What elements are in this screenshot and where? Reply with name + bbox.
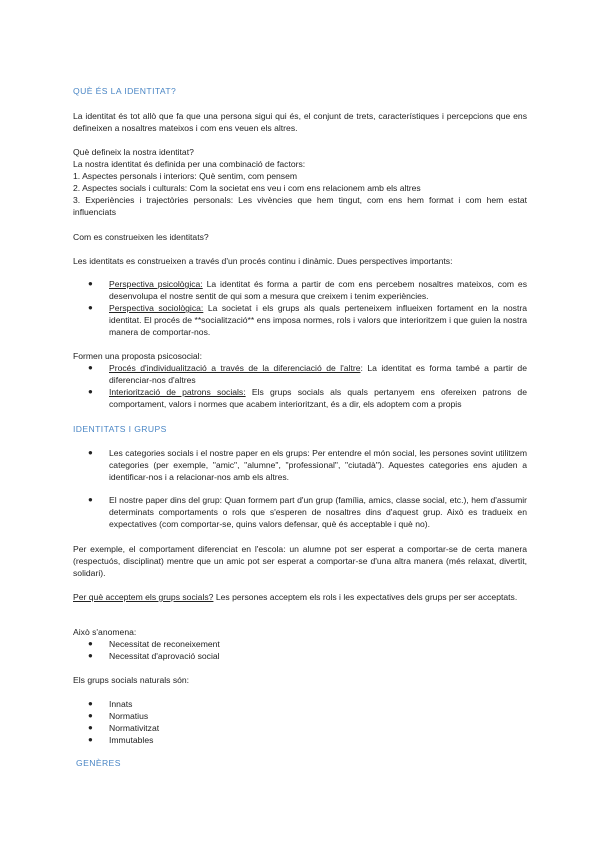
psychosocial-intro: Formen una proposta psicosocial: — [73, 351, 202, 361]
bullet-icon: ● — [88, 699, 93, 708]
natural-normatius: Normatius — [109, 711, 149, 721]
natural-immutables: Immutables — [109, 735, 154, 745]
term-psicologica: Perspectiva psicològica: — [109, 279, 203, 289]
natural-list — [73, 698, 527, 746]
heading-identitats-grups: IDENTITATS I GRUPS — [73, 424, 167, 434]
heading-generes: GENÈRES — [76, 758, 121, 768]
list-item — [73, 362, 527, 386]
called-label: Això s'anomena: — [73, 627, 137, 637]
bullet-icon: ● — [88, 711, 93, 720]
define-line-2: 1. Aspectes personals i interiors: Què sentim, com pensem — [73, 171, 298, 181]
text-individualitzacio: : La identitat es forma també a partir de diferenciar-nos d'altres — [109, 363, 527, 385]
why-paragraph — [73, 591, 527, 603]
psychosocial-list — [73, 362, 527, 410]
natural-normativitzat: Normativitzat — [109, 723, 160, 733]
list-item — [73, 302, 527, 338]
define-line-4: 3. Experiències i trajectòries personals: Les vivències que hem tingut, com ens hem format i com hem estat influenciats — [73, 195, 527, 217]
example-paragraph: Per exemple, el comportament diferenciat en l'escola: un alumne pot ser esperat a comportar-se de certa manera (respectuós, disciplinat) mentre que un amic pot ser esperat a comportar-se d'una altra manera (més relaxat, divertit, solidari). — [73, 544, 527, 578]
define-line-3: 2. Aspectes socials i culturals: Com la societat ens veu i com ens relacionem amb els altres — [73, 183, 421, 193]
term-interioritzacio: Interiorització de patrons socials: — [109, 387, 246, 397]
text-psicologica: La identitat és forma a partir de com ens percebem nosaltres mateixos, com es desenvolupa el nostre sentit de qui som a mesura que creixem i tenim experiències. — [109, 279, 527, 301]
list-item — [73, 734, 527, 746]
perspectives-list — [73, 278, 527, 338]
term-individualitzacio: Procés d'individualització a través de la diferenciació de l'altre — [109, 363, 361, 373]
list-item — [73, 494, 527, 530]
bullet-icon: ● — [88, 448, 93, 457]
define-line-1: La nostra identitat és definida per una combinació de factors: — [73, 159, 306, 169]
bullet-icon: ● — [88, 735, 93, 744]
bullet-icon: ● — [88, 279, 93, 288]
term-sociologica: Perspectiva sociològica: — [109, 303, 204, 313]
list-item — [73, 698, 527, 710]
list-item — [73, 386, 527, 410]
question-define: Què defineix la nostra identitat? — [73, 147, 194, 157]
text-interioritzacio: Els grups socials als quals pertanyem ens ofereixen patrons de comportament, valors i normes que acabem interioritzant, és a dir, els adoptem com a propis — [109, 387, 527, 409]
need-approval: Necessitat d'aprovació social — [109, 651, 220, 661]
list-item — [73, 722, 527, 734]
list-item — [73, 710, 527, 722]
list-item — [73, 638, 527, 650]
groups-bullet-categories: Les categories socials i el nostre paper en els grups: Per entendre el món social, les persones sovint utilitzem categories (per exemple, "amic", "alumne", "professional", "ciutadà"). Aquestes categories ens ajuden a identificar-nos i a relacionar-nos amb els altres. — [109, 448, 527, 482]
bullet-icon: ● — [88, 387, 93, 396]
list-item — [73, 650, 527, 662]
bullet-icon: ● — [88, 303, 93, 312]
why-term: Per què acceptem els grups socials? — [73, 592, 214, 602]
bullet-icon: ● — [88, 639, 93, 648]
bullet-icon: ● — [88, 651, 93, 660]
list-item — [73, 278, 527, 302]
groups-list — [73, 447, 527, 530]
built-intro: Les identitats es construeixen a través d'un procés continu i dinàmic. Dues perspectives importants: — [73, 256, 453, 266]
list-item — [73, 447, 527, 483]
needs-list — [73, 638, 527, 662]
intro-paragraph: La identitat és tot allò que fa que una persona sigui qui és, el conjunt de trets, característiques i percepcions que ens defineixen a nosaltres mateixos i com ens veuen els altres. — [73, 111, 527, 133]
why-text: Les persones acceptem els rols i les expectatives dels grups per ser acceptats. — [213, 592, 518, 602]
question-built: Com es construeixen les identitats? — [73, 232, 209, 242]
groups-bullet-role: El nostre paper dins del grup: Quan formem part d'un grup (família, amics, classe social, etc.), hem d'assumir determinats comportaments o rols que s'esperen de nosaltres dins d'aquest grup. Això es tradueix en expectatives (com comportar-se, quins valors defensar, què és acceptable i què no). — [109, 495, 527, 529]
bullet-icon: ● — [88, 363, 93, 372]
natural-intro: Els grups socials naturals són: — [73, 675, 190, 685]
heading-que-es-identitat: QUÈ ÉS LA IDENTITAT? — [73, 86, 177, 96]
bullet-icon: ● — [88, 495, 93, 504]
bullet-icon: ● — [88, 723, 93, 732]
need-recognition: Necessitat de reconeixement — [109, 639, 220, 649]
text-sociologica: La societat i els grups als quals perteneixem influeixen fortament en la nostra identitat. El procés de **socialització** ens imposa normes, rols i valors que interioritzem i que guien la nostra manera de comportar-nos. — [109, 303, 527, 337]
natural-innats: Innats — [109, 699, 133, 709]
